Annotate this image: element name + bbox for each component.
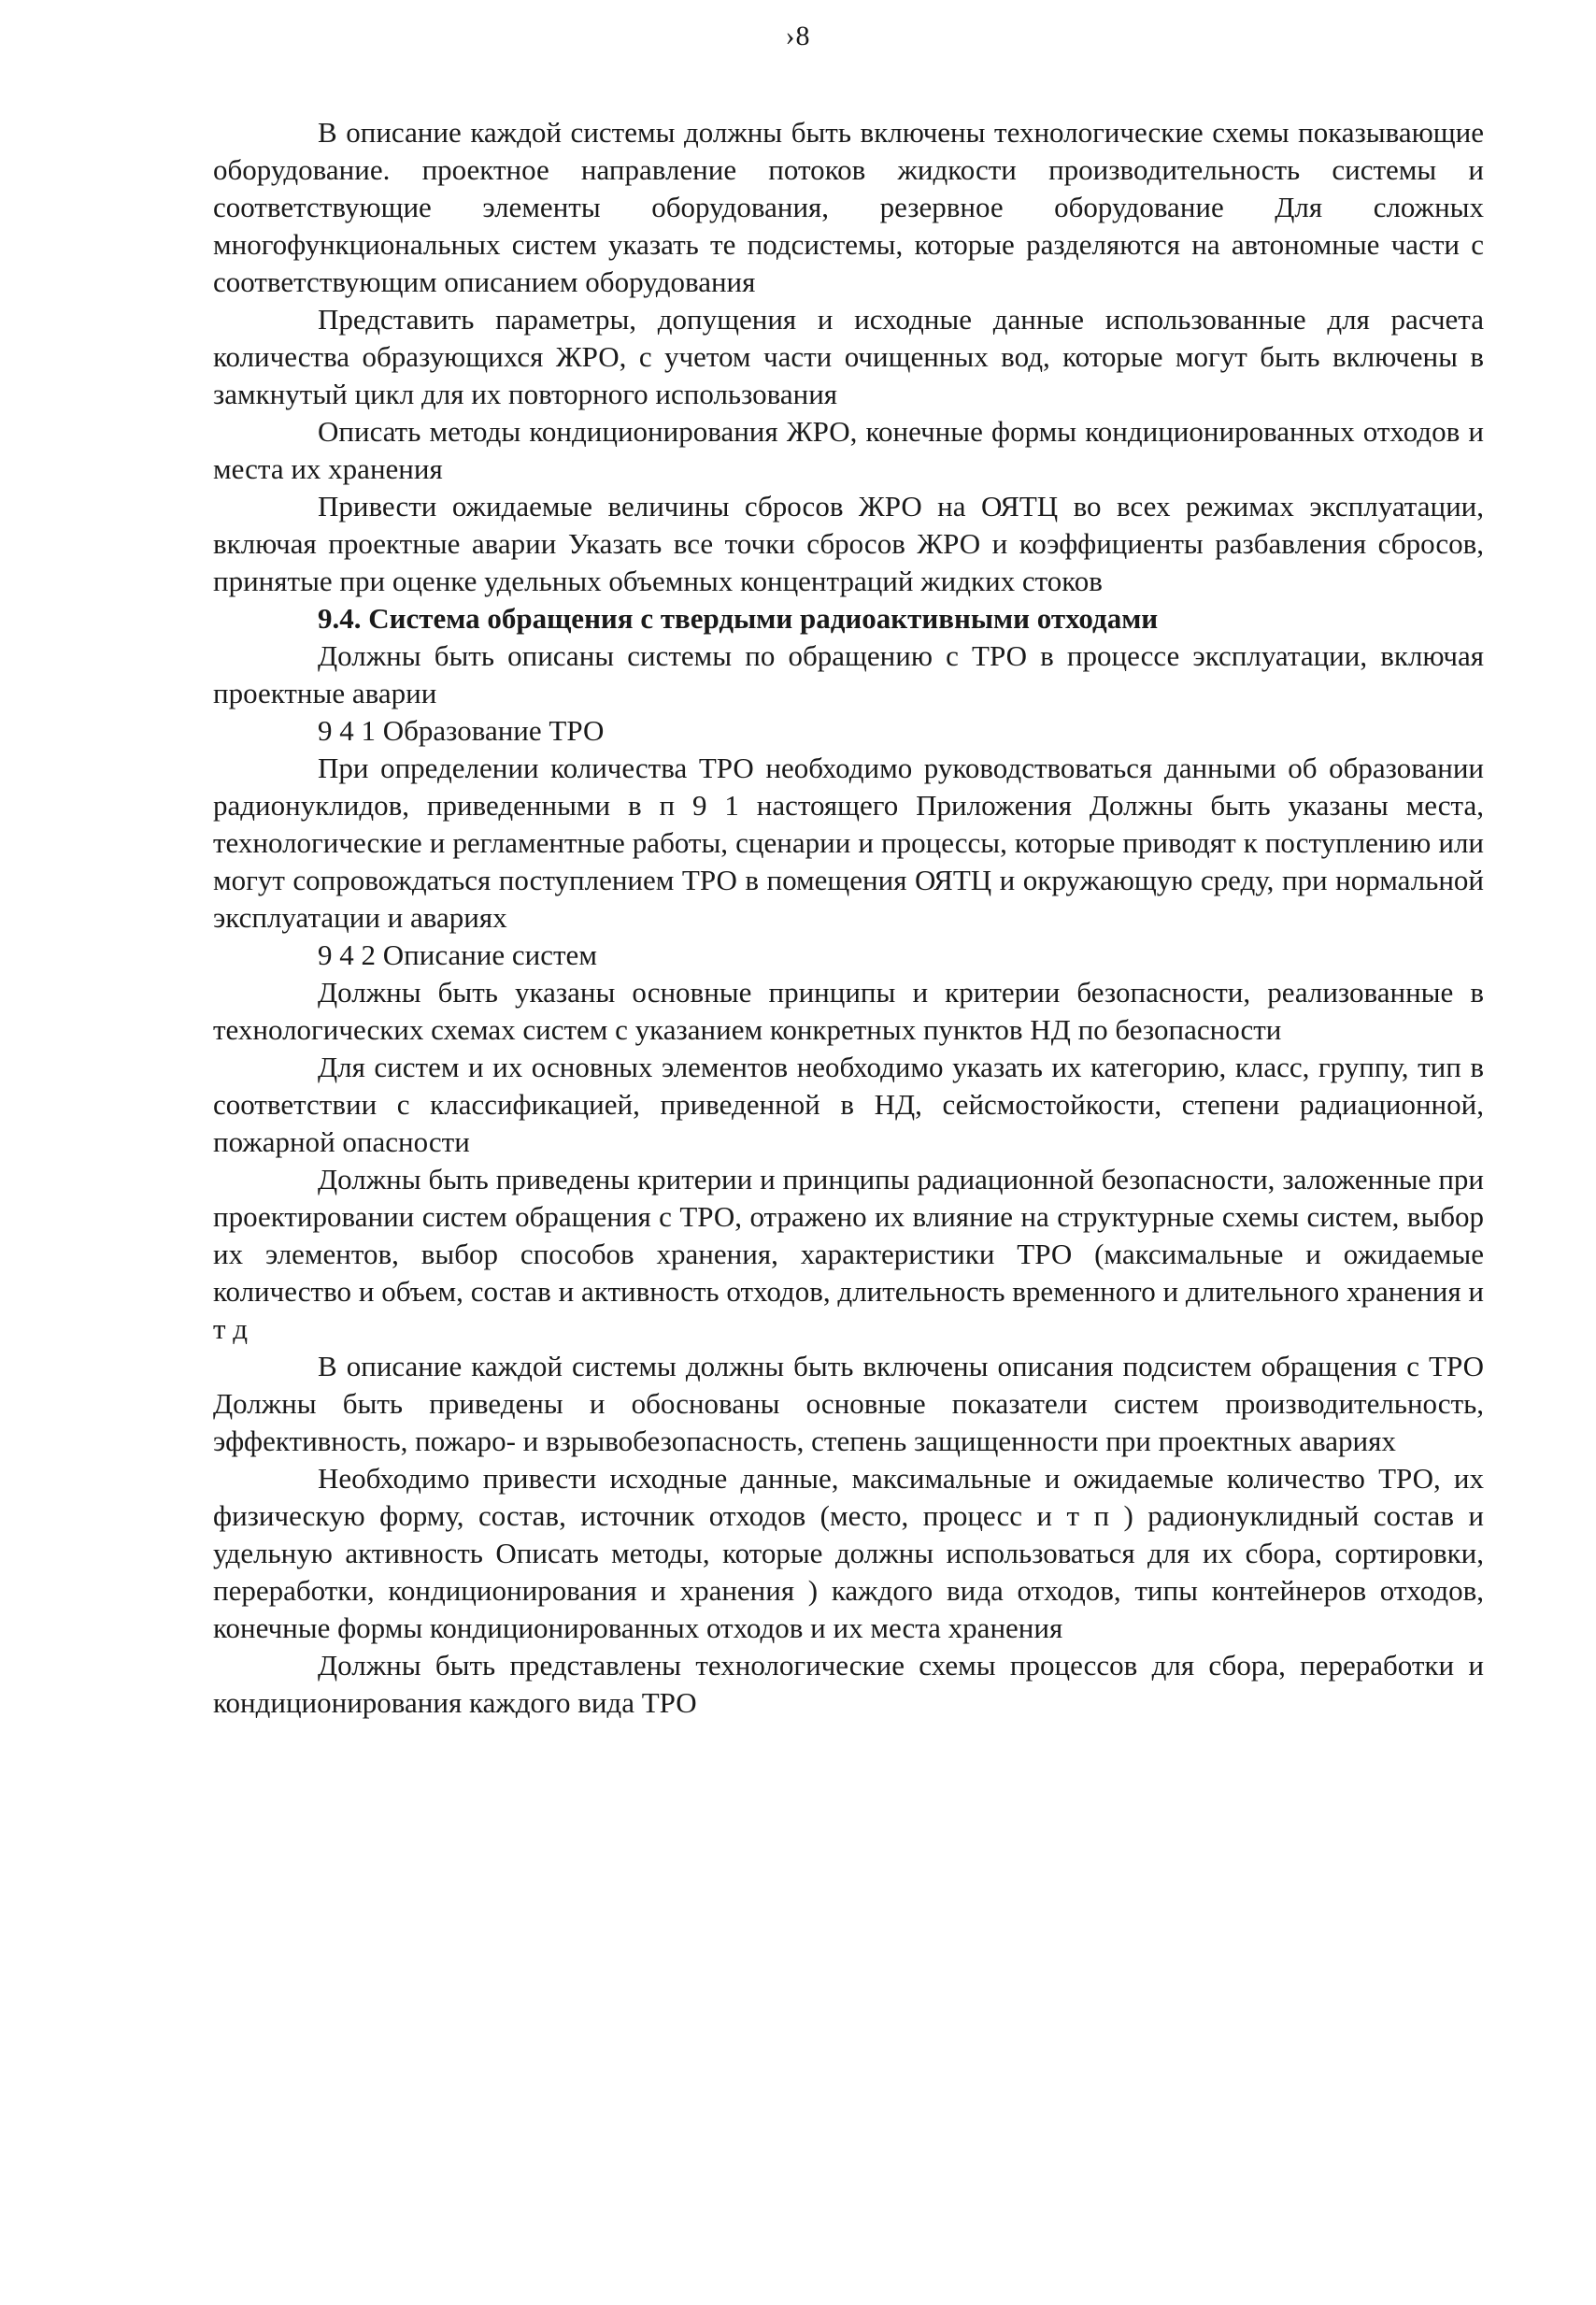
page-number: ›8: [785, 21, 811, 51]
paragraph-subsystems: В описание каждой системы должны быть включены описания подсистем обращения с ТРО Должны быть приведены и обоснованы основные показатели систем производительность, эффективность, пожаро- и взрывобезопасность, степень защищенности при проектных авариях: [213, 1350, 1484, 1457]
paragraph-radiation-safety: Должны быть приведены критерии и принципы радиационной безопасности, заложенные при проектировании систем обращения с ТРО, отражено их влияние на структурные схемы систем, выбор их элементов, выбор способов хранения, характеристики ТРО (максимальные и ожидаемые количество и объем, состав и активность отходов, длительность временного и длительного хранения и т д: [213, 1163, 1484, 1345]
paragraph-conditioning-methods: Описать методы кондиционирования ЖРО, конечные формы кондиционированных отходов и места их хранения: [213, 415, 1484, 485]
subsection-title-9-4-2: 9 4 2 Описание систем: [318, 938, 597, 971]
paragraph-parameters: Представить параметры, допущения и исходные данные использованные для расчета количества образующихся ЖРО, с учетом части очищенных вод, которые могут быть включены в замкнутый цикл для их повторного использования: [213, 303, 1484, 410]
paragraph-initial-data: Необходимо привести исходные данные, максимальные и ожидаемые количество ТРО, их физическую форму, состав, источник отходов (место, процесс и т п ) радионуклидный состав и удельную активность Описать методы, которые должны использоваться для их сбора, сортировки, переработки, кондиционирования и хранения ) каждого вида отходов, типы контейнеров отходов, конечные формы кондиционированных отходов и их места хранения: [213, 1462, 1484, 1644]
paragraph-classification: Для систем и их основных элементов необходимо указать их категорию, класс, группу, тип в соответствии с классификацией, приведенной в НД, сейсмостойкости, степени радиационной, пожарной опасности: [213, 1051, 1484, 1158]
paragraph-system-description: В описание каждой системы должны быть включены технологические схемы показывающие оборудование. проектное направление потоков жидкости производительность системы и соответствующие элементы оборудования, резервное оборудование Для сложных многофункциональных систем указать те подсистемы, которые разделяются на автономные части с соответствующим описанием оборудования: [213, 116, 1484, 298]
subsection-title-9-4-1: 9 4 1 Образование ТРО: [318, 714, 605, 747]
paragraph-process-schemes: Должны быть представлены технологические схемы процессов для сбора, переработки и кондиционирования каждого вида ТРО: [213, 1649, 1484, 1719]
paragraph-discharges: Привести ожидаемые величины сбросов ЖРО на ОЯТЦ во всех режимах эксплуатации, включая проектные аварии Указать все точки сбросов ЖРО и коэффициенты разбавления сбросов, принятые при оценке удельных объемных концентраций жидких стоков: [213, 490, 1484, 597]
paragraph-safety-principles: Должны быть указаны основные принципы и критерии безопасности, реализованные в технологических схемах систем с указанием конкретных пунктов НД по безопасности: [213, 976, 1484, 1046]
document-body: [213, 114, 1484, 1722]
section-heading-9-4: 9.4. Система обращения с твердыми радиоактивными отходами: [318, 602, 1159, 635]
paragraph-tro-formation: При определении количества ТРО необходимо руководствоваться данными об образовании радионуклидов, приведенными в п 9 1 настоящего Приложения Должны быть указаны места, технологические и регламентные работы, сценарии и процессы, которые приводят к поступлению или могут сопровождаться поступлением ТРО в помещения ОЯТЦ и окружающую среду, при нормальной эксплуатации и авариях: [213, 752, 1484, 934]
paragraph-tro-systems: Должны быть описаны системы по обращению с ТРО в процессе эксплуатации, включая проектные аварии: [213, 639, 1484, 709]
